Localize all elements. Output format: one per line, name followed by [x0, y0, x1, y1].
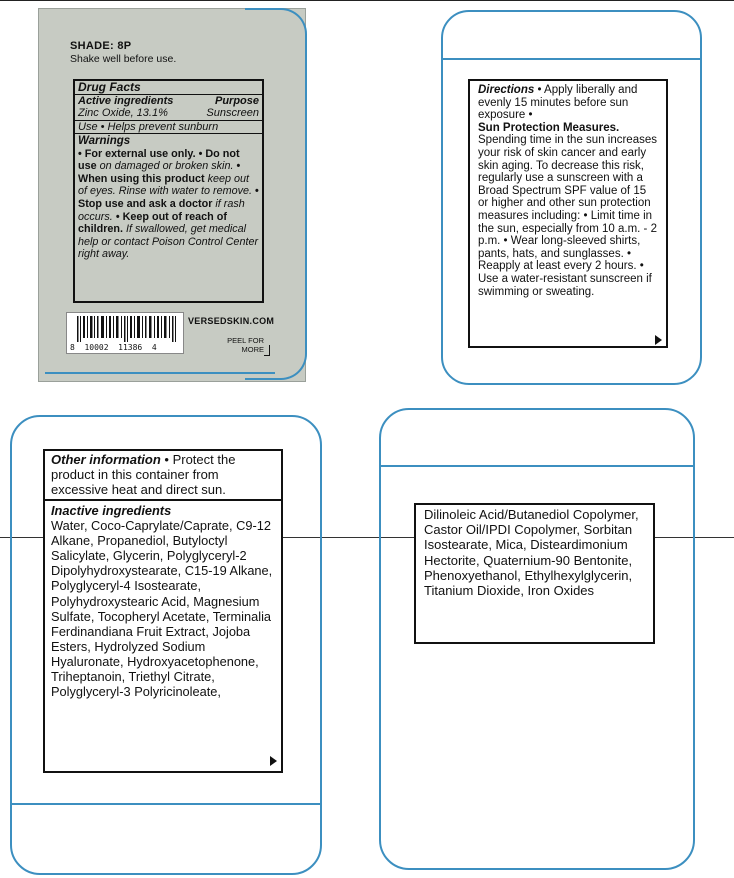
warning-3-bold: • Stop use and ask a doctor	[78, 185, 259, 210]
continuation-text: Dilinoleic Acid/Butanediol Copolymer, Castor Oil/IPDI Copolymer, Sorbitan Isostearate, Mica, Disteardimonium Hectorite, Quaternium-90 Bentonite, Phenoxyethanol, Ethylhexylglycerin, Titanium Dioxide, Iron Oxides	[424, 507, 639, 599]
inactive-text: Water, Coco-Caprylate/Caprate, C9-12 Alkane, Propanediol, Butyloctyl Salicylate, Glycerin, Polyglyceryl-2 Dipolyhydroxystearate, C15-19 Alkane, Polyglyceryl-4 Isostearate, Polyhydroxystearic Acid, Magnesium Sulfate, Tocopheryl Acetate, Terminalia Ferdinandiana Fruit Extract, Jojoba Esters, Hydrolyzed Sodium Hyaluronate, Hydroxyacetophenone, Triheptanoin, Triethyl Citrate, Polyglyceryl-3 Polyricinoleate,	[51, 518, 273, 700]
barcode-bars-icon	[77, 316, 177, 342]
warnings-section	[75, 134, 262, 262]
directions-heading: Directions	[478, 84, 535, 96]
continuation-box	[414, 503, 655, 644]
directions-box	[468, 79, 668, 348]
drug-facts-title: Drug Facts	[75, 81, 262, 95]
shake-instruction: Shake well before use.	[70, 53, 177, 65]
warning-1-text: on damaged or broken skin.	[99, 160, 234, 173]
directions-text: • Apply liberally and evenly 15 minutes before sun exposure •	[478, 84, 638, 122]
warning-2-text: keep out of eyes. Rinse with water to remove.	[78, 172, 253, 198]
inactive-section	[45, 501, 281, 701]
sun-protection-heading: Sun Protection Measures.	[478, 121, 620, 134]
active-ingredient: Zinc Oxide, 13.1%	[78, 107, 168, 119]
website-text: VERSEDSKIN.COM	[188, 316, 275, 326]
other-info-text: • Protect the product in this container from excessive heat and direct sun.	[51, 452, 236, 497]
other-info-section	[45, 451, 281, 501]
active-ingredients-header: Active ingredients	[78, 94, 174, 107]
other-info-heading: Other information	[51, 452, 161, 467]
grey-label-bottom-edge	[45, 372, 275, 374]
directions-panel-divider	[443, 58, 700, 60]
peel-for-more: PEEL FOR MORE	[227, 336, 264, 354]
next-arrow-icon-2	[270, 756, 277, 766]
active-header-row	[75, 95, 262, 108]
barcode	[66, 312, 184, 354]
active-section	[75, 95, 262, 121]
inactive-heading: Inactive ingredients	[51, 503, 172, 518]
active-ingredient-row	[75, 107, 262, 120]
warning-3-text: if rash occurs.	[78, 197, 245, 223]
barcode-number: 8 10002 11386 4	[70, 343, 157, 352]
warning-4-bold: • Keep out of reach of children.	[78, 210, 227, 236]
warnings-text	[78, 148, 259, 261]
warning-2-bold: • When using this product	[78, 160, 241, 185]
purpose-value: Sunscreen	[206, 107, 259, 119]
warning-1-bold: • For external use only. • Do not use	[78, 147, 240, 173]
other-info-panel-divider	[12, 803, 320, 805]
warning-4-text: If swallowed, get medical help or contact Poison Control Center right away.	[78, 223, 259, 261]
use-row: Use • Helps prevent sunburn	[75, 121, 262, 135]
warnings-title: Warnings	[78, 135, 131, 147]
peel-corner-icon	[264, 345, 270, 356]
continuation-panel-divider	[381, 465, 693, 467]
drug-facts-box	[73, 79, 264, 303]
purpose-header: Purpose	[214, 94, 259, 107]
top-rule	[0, 0, 734, 1]
sun-protection-text: Spending time in the sun increases your risk of skin cancer and early skin aging. To decrease this risk, regularly use a sunscreen with a Broad Spectrum SPF value of 15 or higher and other sun protection measures including: • Limit time in the sun, especially from 10 a.m. - 2 p.m. • Wear long-sleeved shirts, pants, hats, and sunglasses. • Reapply at least every 2 hours. • Use a water-resistant sunscreen if swimming or sweating.	[478, 134, 657, 298]
next-arrow-icon	[655, 335, 662, 345]
shade-label: SHADE: 8P	[70, 40, 132, 52]
other-info-box	[43, 449, 283, 773]
